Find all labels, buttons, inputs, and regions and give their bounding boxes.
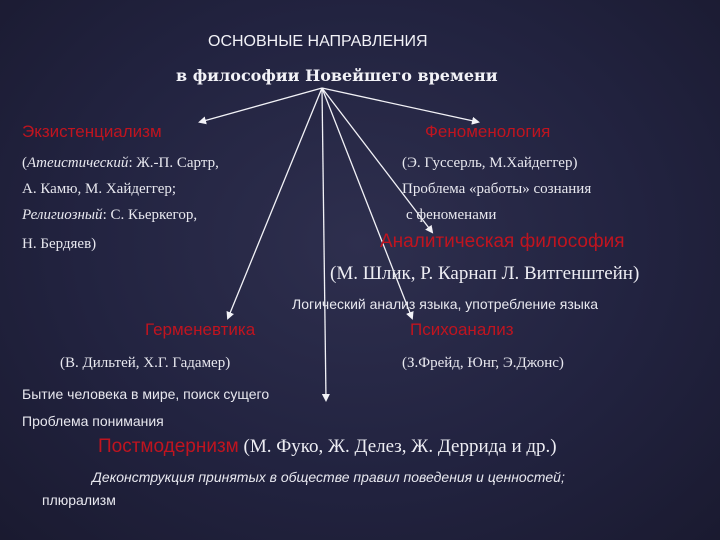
- existentialism-heading: Экзистенциализм: [22, 122, 162, 141]
- analytic-heading: Аналитическая философия: [380, 231, 625, 252]
- existentialism-line-2: А. Камю, М. Хайдеггер;: [22, 181, 177, 197]
- phenomenology-line-3: с феноменами: [406, 207, 497, 223]
- hermeneutics-description-2: Проблема понимания: [22, 413, 164, 429]
- arrow-to-hermeneutics: [228, 88, 322, 318]
- arrow-to-existentialism: [200, 88, 322, 122]
- psychoanalysis-heading: Психоанализ: [410, 320, 514, 339]
- postmodernism-description-2: плюрализм: [42, 492, 116, 508]
- postmodernism-authors: (М. Фуко, Ж. Делез, Ж. Деррида и др.): [238, 436, 557, 457]
- analytic-description: Логический анализ языка, употребление языка: [292, 296, 599, 312]
- postmodernism-line: [98, 436, 557, 458]
- title-line-1: ОСНОВНЫЕ НАПРАВЛЕНИЯ: [208, 33, 428, 50]
- arrow-to-phenomenology: [322, 88, 478, 122]
- postmodernism-description-1: Деконструкция принятых в обществе правил поведения и ценностей;: [92, 469, 565, 485]
- phenomenology-heading: Феноменология: [425, 122, 551, 141]
- arrow-to-postmodernism: [322, 88, 326, 400]
- phenomenology-line-1: (Э. Гуссерль, М.Хайдеггер): [402, 155, 578, 171]
- existentialism-line-1: (Атеистический: Ж.-П. Сартр,: [22, 155, 219, 171]
- title-line-2: в философии Новейшего времени: [176, 66, 498, 85]
- postmodernism-heading: Постмодернизм: [98, 436, 239, 457]
- hermeneutics-description-1: Бытие человека в мире, поиск сущего: [22, 386, 270, 402]
- phenomenology-line-2: Проблема «работы» сознания: [402, 181, 592, 197]
- existentialism-line-3: Религиозный: С. Кьеркегор,: [22, 207, 198, 223]
- hermeneutics-heading: Герменевтика: [145, 320, 256, 339]
- existentialism-line-4: Н. Бердяев): [22, 236, 97, 252]
- psychoanalysis-authors: (З.Фрейд, Юнг, Э.Джонс): [402, 355, 564, 371]
- hermeneutics-authors: (В. Дильтей, Х.Г. Гадамер): [60, 355, 231, 371]
- analytic-authors: (М. Шлик, Р. Карнап Л. Витгенштейн): [330, 263, 640, 284]
